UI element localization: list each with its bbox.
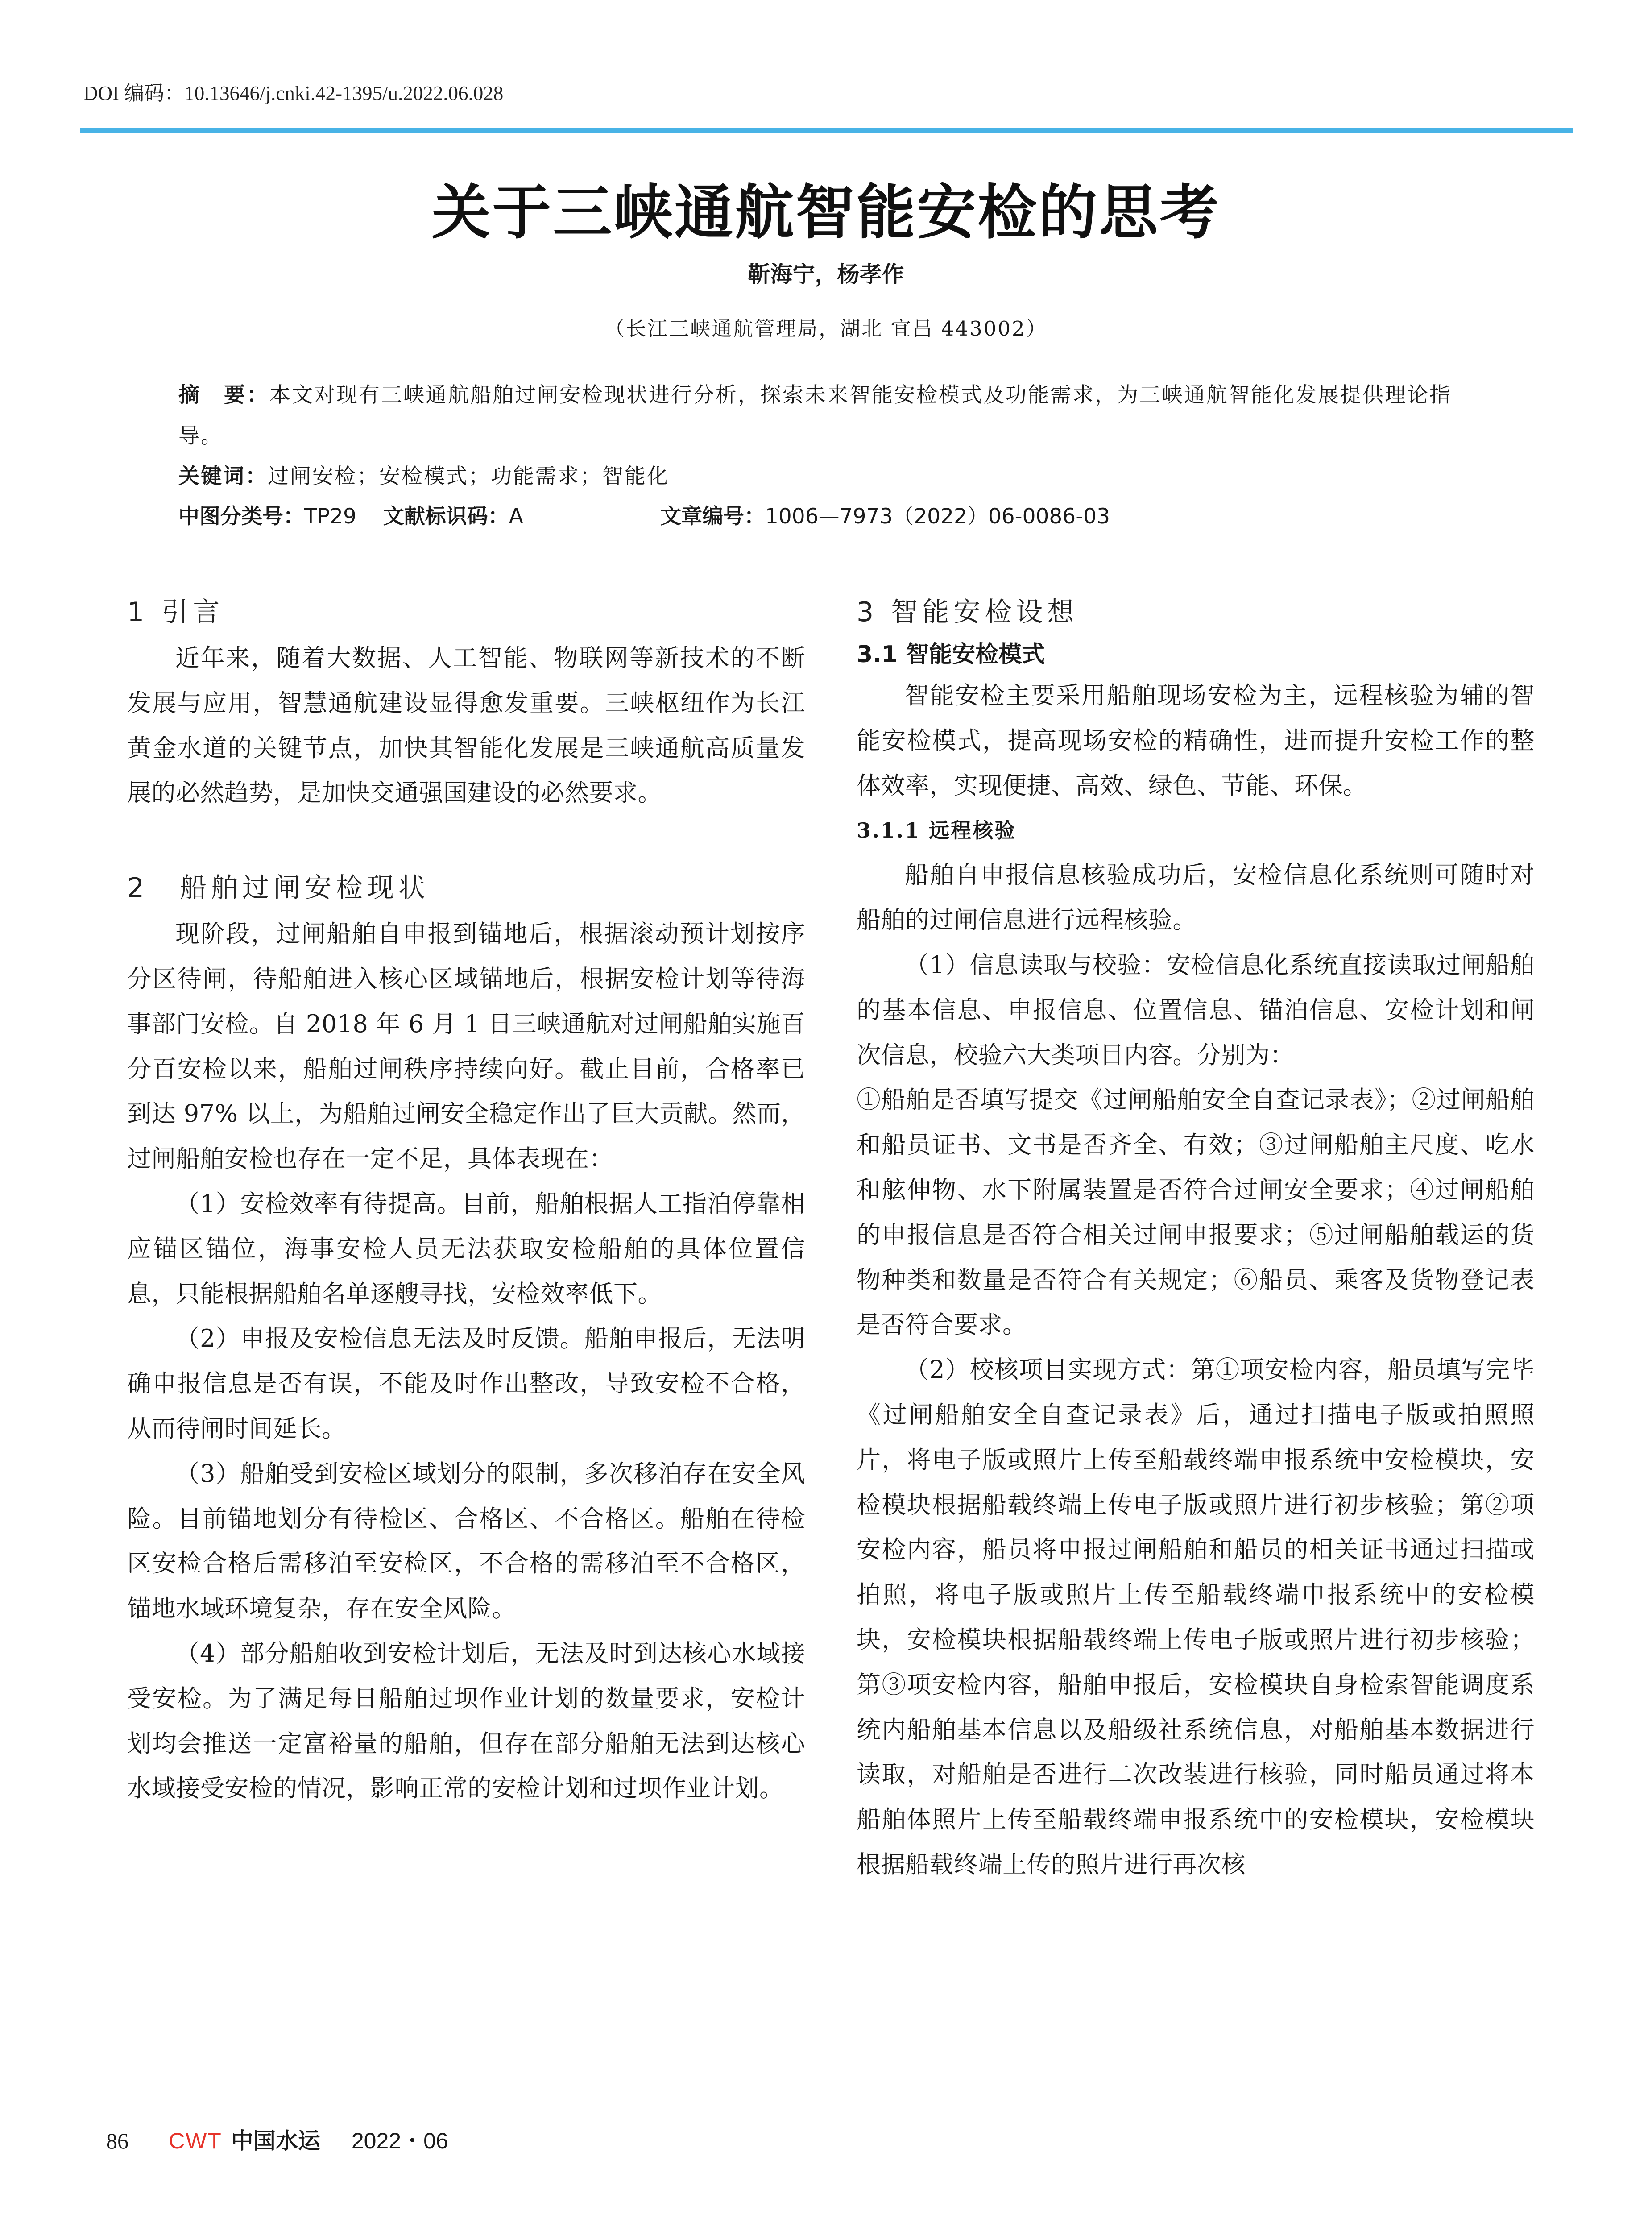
section-2-paragraph-5: （4）部分船舶收到安检计划后，无法及时到达核心水域接受安检。为了满足每日船舶过坝作业计划的数量要求，安检计划均会推送一定富裕量的船舶，但存在部分船舶无法到达核心水域接受安检的情况，影响正常的安检计划和过坝作业计划。 — [127, 1639, 805, 1803]
classification-line-b — [660, 500, 1110, 530]
section-1-paragraph: 近年来，随着大数据、人工智能、物联网等新技术的不断发展与应用，智慧通航建设显得愈发重要。三峡枢纽作为长江黄金水道的关键节点，加快其智能化发展是三峡通航高质量发展的必然趋势，是加快交通强国建设的必然要求。 — [127, 644, 805, 807]
article-no-label: 文章编号： — [660, 504, 765, 529]
section-3-1-1-paragraph-2: （1）信息读取与校验：安检信息化系统直接读取过闸船舶的基本信息、申报信息、位置信息、锚泊信息、安检计划和闸次信息，校验六大类项目内容。分别为： — [857, 950, 1535, 1069]
doc-code-value: A — [509, 504, 523, 529]
brand-logo-text: CWT — [169, 2128, 222, 2153]
section-3-1-1-paragraph-2-list: ①船舶是否填写提交《过闸船舶安全自查记录表》；②过闸船舶和船员证书、文书是否齐全、有效；③过闸船舶主尺度、吃水和舷伸物、水下附属装置是否符合过闸安全要求；④过闸船舶的申报信息是否符合相关过闸申报要求；⑤过闸船舶载运的货物种类和数量是否符合有关规定；⑥船员、乘客及货物登记表是否符合要求。 — [857, 1086, 1535, 1339]
section-2-paragraph-3: （2）申报及安检信息无法及时反馈。船舶申报后，无法明确申报信息是否有误，不能及时作出整改，导致安检不合格，从而待闸时间延长。 — [127, 1324, 805, 1443]
authors: 靳海宁，杨孝作 — [748, 261, 904, 287]
page-number: 86 — [106, 2128, 128, 2153]
section-3-heading: 3 智能安检设想 — [857, 597, 1079, 628]
issue-number: 2022・06 — [351, 2128, 448, 2153]
keywords-label: 关键词： — [178, 464, 268, 489]
affiliation: （长江三峡通航管理局，湖北 宜昌 443002） — [604, 317, 1048, 340]
section-2-paragraph-4: （3）船舶受到安检区域划分的限制，多次移泊存在安全风险。目前锚地划分有待检区、合格区、不合格区。船舶在待检区安检合格后需移泊至安检区，不合格的需移泊至不合格区，锚地水域环境复杂，存在安全风险。 — [127, 1459, 805, 1623]
abstract-block — [178, 375, 1481, 457]
section-2-paragraph-1: 现阶段，过闸船舶自申报到锚地后，根据滚动预计划按序分区待闸，待船舶进入核心区域锚地后，根据安检计划等待海事部门安检。自 2018 年 6 月 1 日三峡通航对过闸船舶实施百分百安检以来，船舶过闸秩序持续向好。截止目前，合格率已到达 97% 以上，为船舶过闸安全稳定作出了巨大贡献。然而，过闸船舶安检也存在一定不足，具体表现在： — [127, 920, 805, 1173]
section-3-1-1-paragraph-1: 船舶自申报信息核验成功后，安检信息化系统则可随时对船舶的过闸信息进行远程核验。 — [857, 861, 1535, 934]
section-2-heading: 2 船舶过闸安检现状 — [127, 872, 430, 904]
doi-line: DOI 编码：10.13646/j.cnki.42-1395/u.2022.06.028 — [83, 82, 504, 104]
section-3-1-heading: 3.1 智能安检模式 — [857, 641, 1045, 668]
section-1-heading: 1 引言 — [127, 597, 224, 628]
keywords-text: 过闸安检；安检模式；功能需求；智能化 — [268, 464, 669, 489]
article-no-value: 1006—7973（2022）06-0086-03 — [765, 504, 1110, 529]
abstract-text: 本文对现有三峡通航船舶过闸安检现状进行分析，探索未来智能安检模式及功能需求，为三峡通航智能化发展提供理论指导。 — [178, 383, 1452, 448]
article-title: 关于三峡通航智能安检的思考 — [431, 178, 1221, 247]
header-rule — [80, 128, 1573, 133]
section-2-paragraph-2: （1）安检效率有待提高。目前，船舶根据人工指泊停靠相应锚区锚位，海事安检人员无法获取安检船舶的具体位置信息，只能根据船舶名单逐艘寻找，安检效率低下。 — [127, 1189, 805, 1308]
right-column — [857, 589, 1535, 1887]
section-3-1-paragraph: 智能安检主要采用船舶现场安检为主，远程核验为辅的智能安检模式，提高现场安检的精确性，进而提升安检工作的整体效率，实现便捷、高效、绿色、节能、环保。 — [857, 681, 1535, 800]
left-column — [127, 589, 805, 1811]
section-3-1-1-heading: 3.1.1 远程核验 — [857, 818, 1017, 843]
section-3-1-1-paragraph-3: （2）校核项目实现方式：第①项安检内容，船员填写完毕《过闸船舶安全自查记录表》后，通过扫描电子版或拍照照片，将电子版或照片上传至船载终端申报系统中安检模块，安检模块根据船载终端上传电子版或照片进行初步核验；第②项安检内容，船员将申报过闸船舶和船员的相关证书通过扫描或拍照，将电子版或照片上传至船载终端申报系统中的安检模块，安检模块根据船载终端上传电子版或照片进行初步核验；第③项安检内容，船舶申报后，安检模块自身检索智能调度系统内船舶基本信息以及船级社系统信息，对船舶基本数据进行读取，对船舶是否进行二次改装进行核验，同时船员通过将本船舶体照片上传至船载终端申报系统中的安检模块，安检模块根据船载终端上传的照片进行再次核 — [857, 1356, 1535, 1879]
doc-code-label: 文献标识码： — [383, 504, 509, 529]
abstract-label: 摘 要： — [178, 383, 269, 407]
keywords-line — [178, 460, 669, 489]
classification-line-a — [178, 500, 523, 530]
page-footer — [106, 2123, 448, 2155]
journal-name: 中国水运 — [231, 2128, 320, 2154]
clc-label: 中图分类号： — [178, 504, 304, 529]
clc-value: TP29 — [304, 504, 356, 529]
